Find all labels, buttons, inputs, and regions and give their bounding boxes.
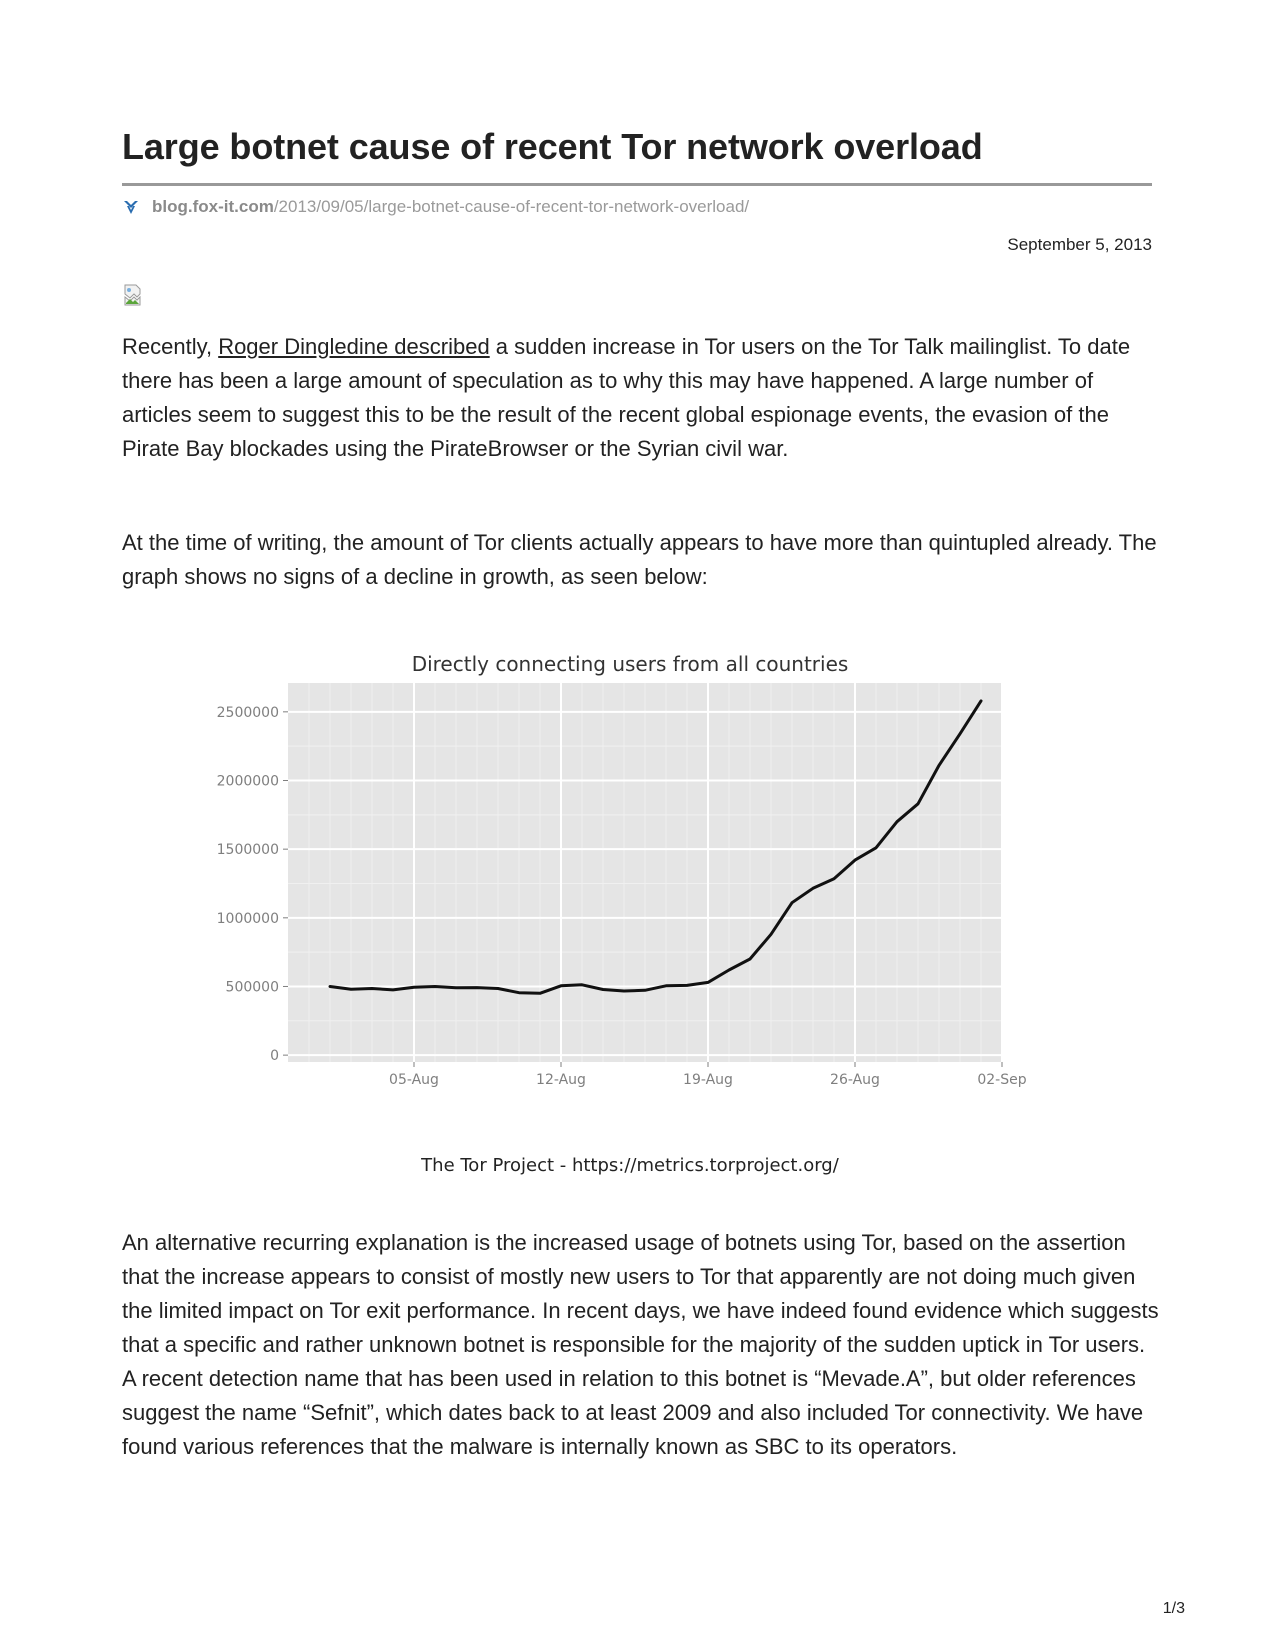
- y-tick-label: 2500000: [216, 704, 279, 721]
- tor-users-chart: [190, 640, 1070, 1180]
- y-tick-label: 1000000: [216, 910, 279, 927]
- paragraph-growth: At the time of writing, the amount of Tor clients actually appears to have more than quintupled already. The graph shows no signs of a decline in growth, as seen below:: [122, 530, 1157, 589]
- chart-caption: The Tor Project - https://metrics.torproject.org/: [421, 1155, 839, 1176]
- y-tick-label: 2000000: [216, 773, 279, 790]
- article-date: September 5, 2013: [1007, 235, 1152, 254]
- source-path[interactable]: /2013/09/05/large-botnet-cause-of-recent-tor-network-overload/: [273, 197, 750, 216]
- y-tick-label: 0: [270, 1048, 279, 1065]
- title-divider: [122, 183, 1152, 186]
- paragraph-intro-start: Recently,: [122, 334, 219, 359]
- chart-title: Directly connecting users from all countries: [411, 652, 849, 676]
- x-tick-label: 19-Aug: [683, 1072, 733, 1088]
- x-tick-label: 05-Aug: [389, 1072, 439, 1088]
- x-tick-label: 02-Sep: [977, 1072, 1027, 1088]
- article-title: Large botnet cause of recent Tor network overload: [122, 126, 983, 167]
- chart-canvas: [190, 640, 1070, 1180]
- source-domain[interactable]: blog.fox-it.com: [152, 197, 274, 216]
- x-tick-label: 12-Aug: [536, 1072, 586, 1088]
- paragraph-intro: [122, 330, 1162, 466]
- y-tick-label: 500000: [225, 979, 279, 996]
- x-tick-label: 26-Aug: [830, 1072, 880, 1088]
- page-number: 1/3: [1162, 1600, 1185, 1617]
- paragraph-intro-rest: a sudden increase in Tor users on the Tor Talk mailinglist. To date there has been a large amount of speculation as to why this may have happened. A large number of articles seem to suggest this to be the result of the recent global espionage events, the evasion of the Pirate Bay blockades using the PirateBrowser or the Syrian civil war.: [122, 334, 1131, 461]
- source-url[interactable]: [122, 196, 749, 218]
- fox-it-logo-icon: [122, 198, 140, 216]
- broken-image-icon: [122, 283, 146, 307]
- roger-dingledine-link[interactable]: Roger Dingledine described: [218, 334, 490, 359]
- paragraph-botnet: An alternative recurring explanation is the increased usage of botnets using Tor, based on the assertion that the increase appears to consist of mostly new users to Tor that apparently are not doing much given the limited impact on Tor exit performance. In recent days, we have indeed found evidence which suggests that a specific and rather unknown botnet is responsible for the majority of the sudden uptick in Tor users. A recent detection name that has been used in relation to this botnet is “Mevade.A”, but older references suggest the name “Sefnit”, which dates back to at least 2009 and also included Tor connectivity. We have found various references that the malware is internally known as SBC to its operators.: [122, 1230, 1159, 1459]
- y-tick-label: 1500000: [216, 842, 279, 859]
